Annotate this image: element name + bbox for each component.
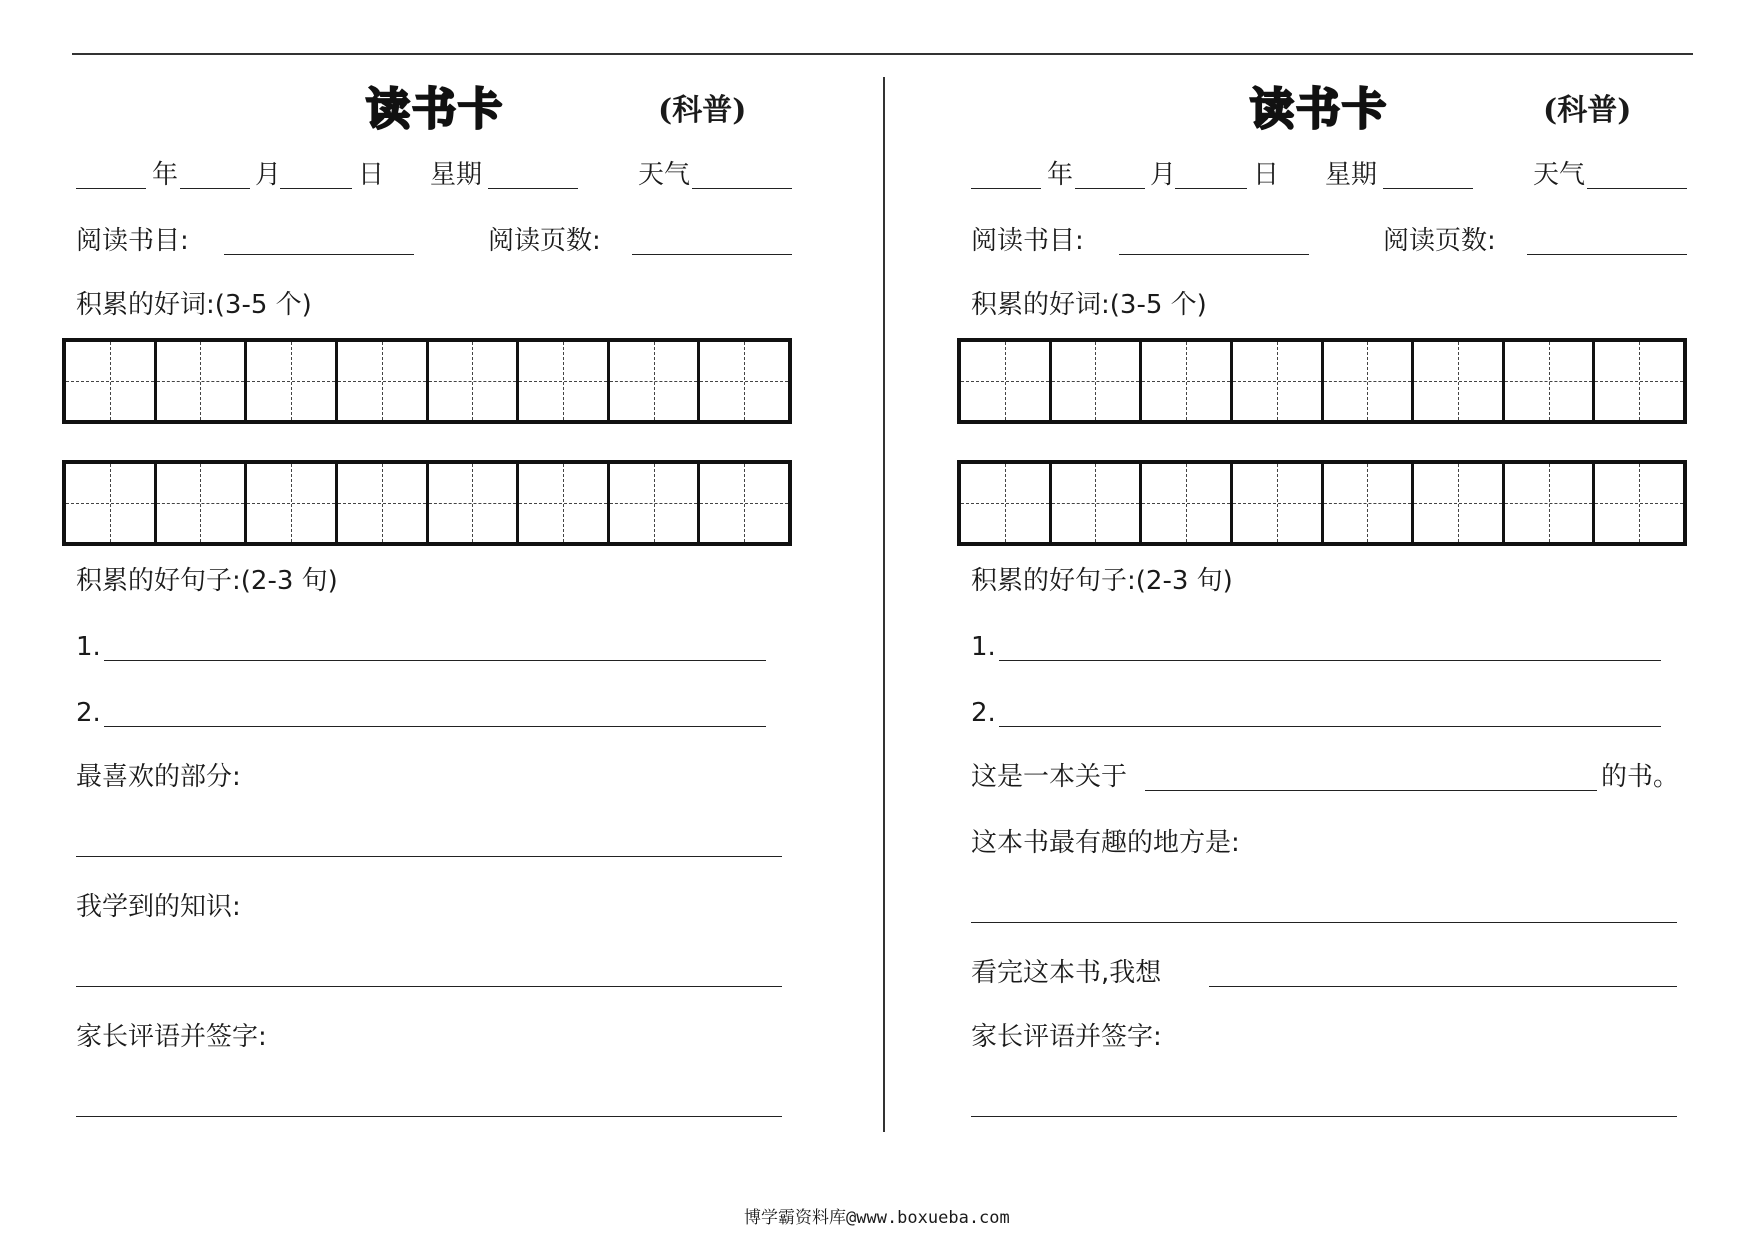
- grid-cell[interactable]: [519, 464, 610, 542]
- card-title: 读书卡: [366, 84, 504, 135]
- grid-cell[interactable]: [1505, 342, 1596, 420]
- grid-cell[interactable]: [247, 342, 338, 420]
- grid-cell[interactable]: [961, 342, 1052, 420]
- weather-blank[interactable]: [1587, 188, 1687, 189]
- grid-cell[interactable]: [429, 464, 520, 542]
- grid-cell[interactable]: [700, 342, 788, 420]
- year-label: 年: [152, 160, 179, 190]
- grid-cell[interactable]: [1324, 342, 1415, 420]
- about-prefix: 这是一本关于: [971, 762, 1128, 792]
- parent-comment-label: 家长评语并签字:: [971, 1022, 1162, 1052]
- grid-cell[interactable]: [1233, 342, 1324, 420]
- grid-cell[interactable]: [1595, 342, 1683, 420]
- favorite-part-blank[interactable]: [76, 856, 782, 857]
- grid-cell[interactable]: [700, 464, 788, 542]
- interesting-label: 这本书最有趣的地方是:: [971, 828, 1240, 858]
- weekday-label: 星期: [1325, 160, 1378, 190]
- reading-card-right: [955, 0, 1695, 1241]
- day-blank[interactable]: [280, 188, 352, 189]
- favorite-part-label: 最喜欢的部分:: [76, 762, 241, 792]
- weekday-label: 星期: [430, 160, 483, 190]
- after-reading-blank[interactable]: [1209, 986, 1677, 987]
- reading-card-left: [60, 0, 800, 1241]
- weather-label: 天气: [1533, 160, 1586, 190]
- year-label: 年: [1047, 160, 1074, 190]
- sentence-2-blank[interactable]: [104, 726, 766, 727]
- day-blank[interactable]: [1175, 188, 1247, 189]
- grid-cell[interactable]: [338, 464, 429, 542]
- sentence-1-blank[interactable]: [104, 660, 766, 661]
- center-divider: [883, 77, 885, 1132]
- month-label: 月: [255, 160, 282, 190]
- sentence-2-label: 2.: [971, 698, 996, 728]
- grid-cell[interactable]: [519, 342, 610, 420]
- sentence-2-label: 2.: [76, 698, 101, 728]
- about-blank[interactable]: [1145, 790, 1597, 791]
- good-words-label: 积累的好词:(3-5 个): [971, 290, 1207, 320]
- weekday-blank[interactable]: [1383, 188, 1473, 189]
- grid-cell[interactable]: [961, 464, 1052, 542]
- grid-cell[interactable]: [247, 464, 338, 542]
- about-suffix: 的书。: [1601, 762, 1680, 792]
- pages-blank[interactable]: [632, 254, 792, 255]
- grid-cell[interactable]: [66, 464, 157, 542]
- good-words-label: 积累的好词:(3-5 个): [76, 290, 312, 320]
- weather-label: 天气: [638, 160, 691, 190]
- word-grid-row-2[interactable]: [62, 460, 792, 546]
- pages-label: 阅读页数:: [488, 226, 601, 256]
- book-title-blank[interactable]: [224, 254, 414, 255]
- grid-cell[interactable]: [1142, 342, 1233, 420]
- grid-cell[interactable]: [1414, 464, 1505, 542]
- grid-cell[interactable]: [429, 342, 520, 420]
- month-label: 月: [1150, 160, 1177, 190]
- grid-cell[interactable]: [1233, 464, 1324, 542]
- grid-cell[interactable]: [66, 342, 157, 420]
- sentence-1-blank[interactable]: [999, 660, 1661, 661]
- month-blank[interactable]: [1075, 188, 1145, 189]
- pages-label: 阅读页数:: [1383, 226, 1496, 256]
- book-title-blank[interactable]: [1119, 254, 1309, 255]
- parent-comment-blank[interactable]: [76, 1116, 782, 1117]
- sentence-1-label: 1.: [971, 632, 996, 662]
- interesting-blank[interactable]: [971, 922, 1677, 923]
- footer-watermark: 博学霸资料库@www.boxueba.com: [744, 1208, 1010, 1228]
- grid-cell[interactable]: [1505, 464, 1596, 542]
- weekday-blank[interactable]: [488, 188, 578, 189]
- card-subtitle: (科普): [1543, 93, 1632, 128]
- grid-cell[interactable]: [1595, 464, 1683, 542]
- word-grid-row-2[interactable]: [957, 460, 1687, 546]
- word-grid-row-1[interactable]: [62, 338, 792, 424]
- grid-cell[interactable]: [1142, 464, 1233, 542]
- book-title-label: 阅读书目:: [971, 226, 1084, 256]
- year-blank[interactable]: [971, 188, 1041, 189]
- card-title: 读书卡: [1250, 84, 1388, 135]
- book-title-label: 阅读书目:: [76, 226, 189, 256]
- good-sentences-label: 积累的好句子:(2-3 句): [76, 566, 338, 596]
- pages-blank[interactable]: [1527, 254, 1687, 255]
- word-grid-row-1[interactable]: [957, 338, 1687, 424]
- good-sentences-label: 积累的好句子:(2-3 句): [971, 566, 1233, 596]
- grid-cell[interactable]: [157, 342, 248, 420]
- grid-cell[interactable]: [1414, 342, 1505, 420]
- sentence-1-label: 1.: [76, 632, 101, 662]
- grid-cell[interactable]: [1052, 464, 1143, 542]
- knowledge-label: 我学到的知识:: [76, 892, 241, 922]
- sentence-2-blank[interactable]: [999, 726, 1661, 727]
- after-reading-label: 看完这本书,我想: [971, 958, 1162, 988]
- grid-cell[interactable]: [1052, 342, 1143, 420]
- day-label: 日: [358, 160, 385, 190]
- grid-cell[interactable]: [157, 464, 248, 542]
- parent-comment-blank[interactable]: [971, 1116, 1677, 1117]
- grid-cell[interactable]: [610, 464, 701, 542]
- month-blank[interactable]: [180, 188, 250, 189]
- weather-blank[interactable]: [692, 188, 792, 189]
- day-label: 日: [1253, 160, 1280, 190]
- card-subtitle: (科普): [658, 93, 747, 128]
- parent-comment-label: 家长评语并签字:: [76, 1022, 267, 1052]
- year-blank[interactable]: [76, 188, 146, 189]
- knowledge-blank[interactable]: [76, 986, 782, 987]
- grid-cell[interactable]: [338, 342, 429, 420]
- grid-cell[interactable]: [610, 342, 701, 420]
- grid-cell[interactable]: [1324, 464, 1415, 542]
